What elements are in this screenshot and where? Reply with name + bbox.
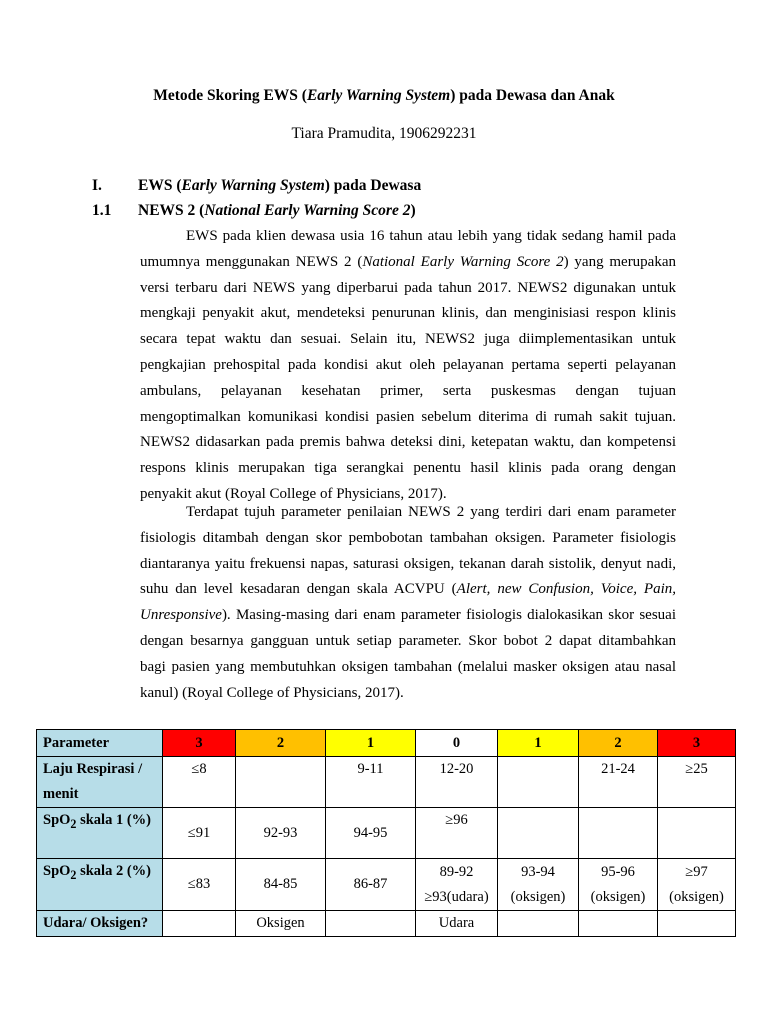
header-cell: 2 xyxy=(579,730,658,757)
table-cell xyxy=(326,911,416,937)
section-number: I. xyxy=(92,177,102,194)
table-cell: 95-96 (oksigen) xyxy=(579,859,658,911)
table-cell: ≥96 xyxy=(416,808,498,859)
section-heading: EWS (Early Warning System) pada Dewasa xyxy=(138,177,422,194)
row-label: SpO$_2$ skala 2 (%) xyxy=(37,859,163,911)
table-cell: 86-87 xyxy=(326,859,416,911)
table-cell xyxy=(579,808,658,859)
table-cell: 9-11 xyxy=(326,757,416,808)
table-cell: 84-85 xyxy=(236,859,326,911)
table-cell xyxy=(658,911,736,937)
subsection-heading: NEWS 2 (National Early Warning Score 2) xyxy=(138,202,416,219)
paragraph-1: EWS pada klien dewasa usia 16 tahun atau lebih yang tidak sedang hamil pada umumnya menggunakan NEWS 2 (National Early Warning Score 2) yang merupakan versi terbaru dari NEWS yang diperbarui pada tahun 2017. NEWS2 digunakan untuk mengkaji penyakit akut, mendeteksi penurunan klinis, dan menginisiasi respon klinis secara tepat waktu dan sesuai. Selain itu, NEWS2 juga diimplementasikan untuk pengkajian prehospital pada kondisi akut oleh pelayanan pertama seperti pelayanan ambulans, pelayanan kesehatan primer, serta puskesmas dengan tujuan mengoptimalkan komunikasi kondisi pasien sebelum diterima di rumah sakit tujuan. NEWS2 didasarkan pada premis bahwa deteksi dini, ketepatan waktu, dan kompetensi respons klinis merupakan tiga serangkai penentu hasil klinis pada orang dengan penyakit akut (Royal College of Physicians, 2017). xyxy=(140,228,677,502)
table-cell xyxy=(498,911,579,937)
paragraph-2: Terdapat tujuh parameter penilaian NEWS 2 yang terdiri dari enam parameter fisiologis ditambah dengan skor pembobotan tambahan oksigen. Parameter fisiologis diantaranya yaitu frekuensi napas, saturasi oksigen, tekanan darah sistolik, denyut nadi, suhu dan level kesadaran dengan skala ACVPU (Alert, new Confusion, Voice, Pain, Unresponsive). Masing-masing dari enam parameter fisiologis dialokasikan skor sesuai dengan besarnya gangguan untuk setiap parameter. Skor bobot 2 dapat ditambahkan bagi pasien yang membutuhkan oksigen tambahan (melalui masker oksigen atau nasal kanul) (Royal College of Physicians, 2017). xyxy=(140,504,676,701)
header-cell: 3 xyxy=(163,730,236,757)
table-cell: ≤91 xyxy=(163,808,236,859)
subsection-number: 1.1 xyxy=(92,202,112,219)
table-cell xyxy=(658,808,736,859)
header-cell: 1 xyxy=(326,730,416,757)
header-cell: 0 xyxy=(416,730,498,757)
table-cell: ≤8 xyxy=(163,757,236,808)
header-cell: 3 xyxy=(658,730,736,757)
row-label: Udara/ Oksigen? xyxy=(37,911,163,937)
news2-score-table xyxy=(36,729,736,937)
table-cell xyxy=(498,757,579,808)
table-cell xyxy=(579,911,658,937)
row-label: SpO$_2$ skala 1 (%) xyxy=(37,808,163,859)
table-cell: 94-95 xyxy=(326,808,416,859)
table-cell: Oksigen xyxy=(236,911,326,937)
table-cell: 93-94 (oksigen) xyxy=(498,859,579,911)
table-cell xyxy=(163,911,236,937)
table-row xyxy=(37,757,736,808)
table-cell: ≤83 xyxy=(163,859,236,911)
table-cell: 21-24 xyxy=(579,757,658,808)
table-cell: 89-92 ≥93(udara) xyxy=(416,859,498,911)
table-cell: ≥25 xyxy=(658,757,736,808)
document-title: Metode Skoring EWS (Early Warning System) pada Dewasa dan Anak xyxy=(153,87,615,104)
header-cell: 2 xyxy=(236,730,326,757)
table-cell xyxy=(498,808,579,859)
table-cell: 12-20 xyxy=(416,757,498,808)
table-cell xyxy=(236,757,326,808)
header-cell: 1 xyxy=(498,730,579,757)
author-line: Tiara Pramudita, 1906292231 xyxy=(291,125,477,142)
table-row xyxy=(37,808,736,859)
table-cell: Udara xyxy=(416,911,498,937)
table-header-row xyxy=(37,730,736,757)
table-row xyxy=(37,859,736,911)
table-cell: 92-93 xyxy=(236,808,326,859)
table-row xyxy=(37,911,736,937)
table-cell: ≥97 (oksigen) xyxy=(658,859,736,911)
header-cell: Parameter xyxy=(37,730,163,757)
row-label: Laju Respirasi / menit xyxy=(37,757,163,808)
